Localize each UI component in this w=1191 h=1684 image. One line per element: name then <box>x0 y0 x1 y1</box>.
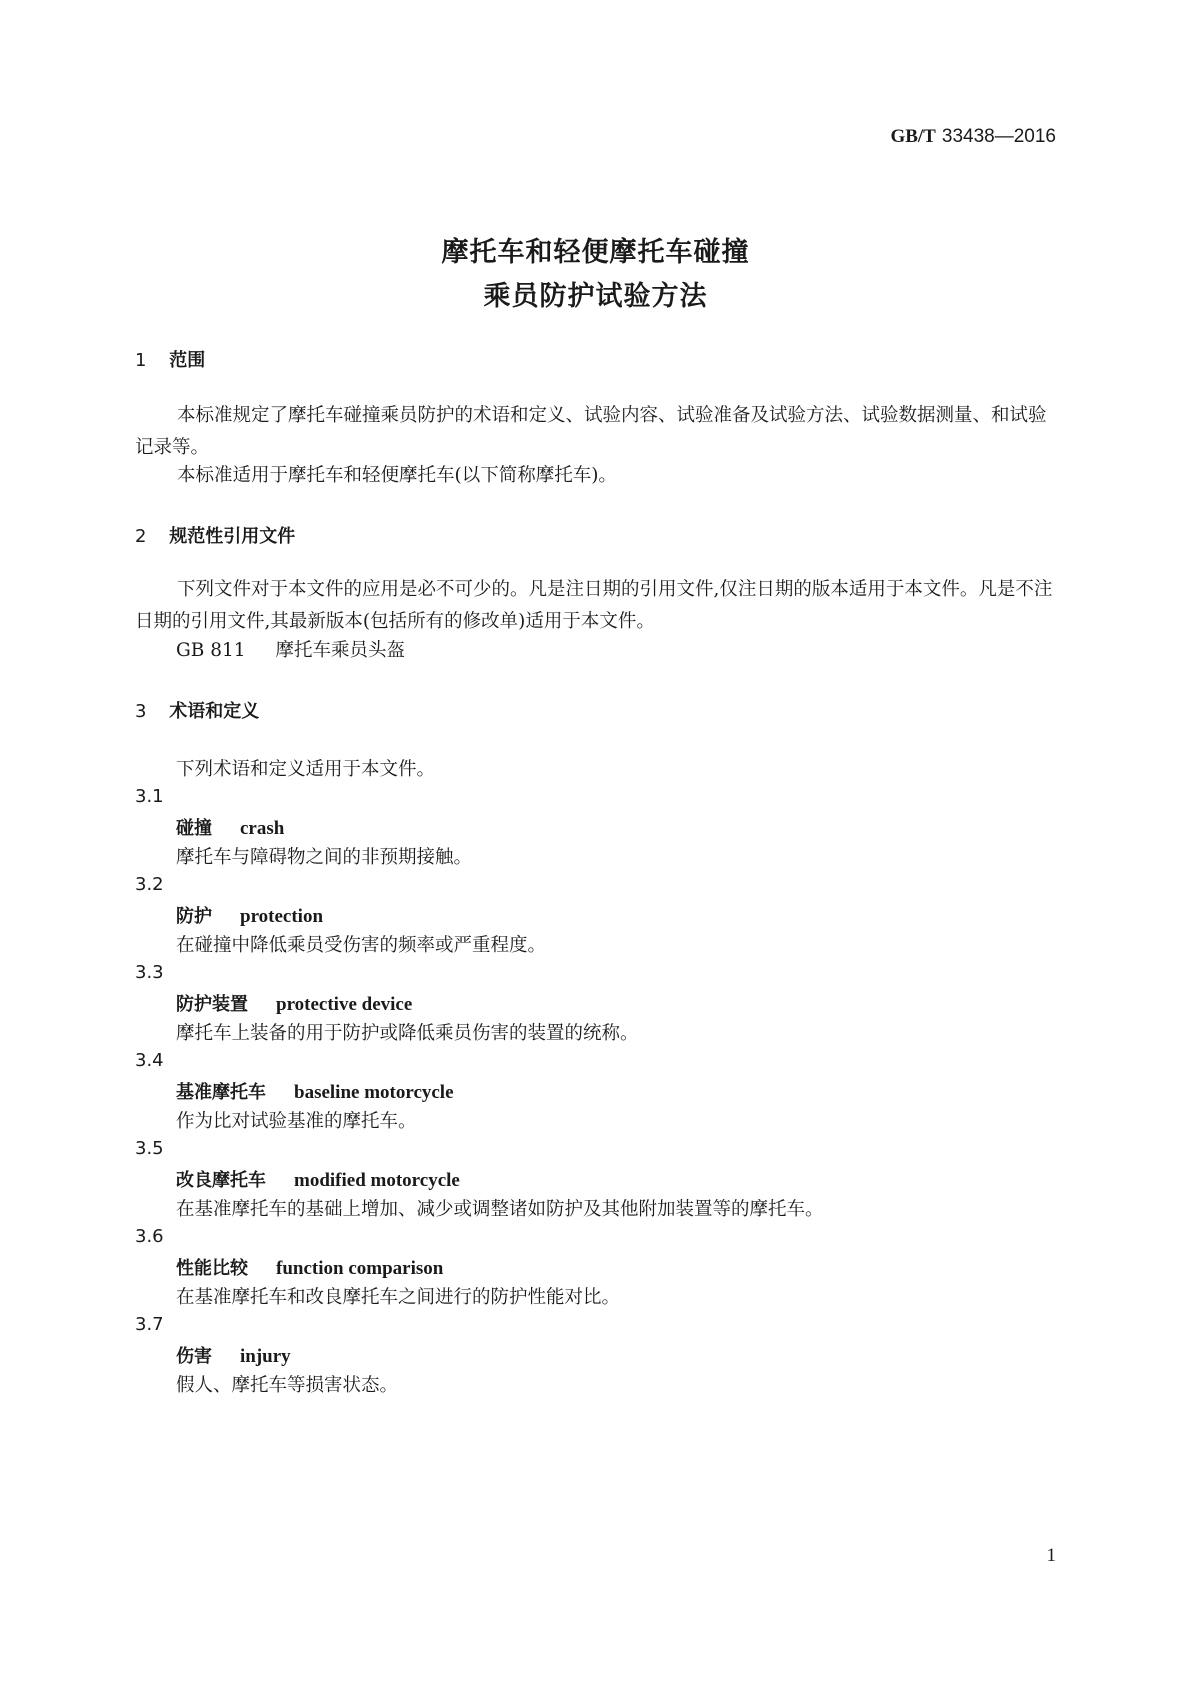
term-definition: 作为比对试验基准的摩托车。 <box>176 1111 417 1132</box>
section-number: 1 <box>135 350 147 371</box>
term-zh: 碰撞 <box>176 818 212 839</box>
term-en: injury <box>240 1346 291 1367</box>
term-zh: 防护装置 <box>176 994 248 1015</box>
term-number: 3.1 <box>135 786 164 807</box>
standard-code-number: 33438—2016 <box>941 126 1056 147</box>
term-number: 3.6 <box>135 1226 164 1247</box>
term-en: function comparison <box>276 1258 444 1279</box>
term-number: 3.2 <box>135 874 164 895</box>
section-heading-normative-references <box>135 522 295 548</box>
page-number: 1 <box>1046 1545 1056 1566</box>
reference-title: 摩托车乘员头盔 <box>275 640 405 661</box>
references-paragraph: 下列文件对于本文件的应用是必不可少的。凡是注日期的引用文件,仅注日期的版本适用于本文件。凡是不注日期的引用文件,其最新版本(包括所有的修改单)适用于本文件。 <box>135 579 1053 632</box>
term-en: crash <box>240 818 285 839</box>
term-name <box>176 990 412 1016</box>
term-number: 3.7 <box>135 1314 164 1335</box>
term-zh: 防护 <box>176 906 212 927</box>
section-number: 3 <box>135 701 147 722</box>
term-en: modified motorcycle <box>294 1170 460 1191</box>
term-name <box>176 902 323 928</box>
term-definition: 在碰撞中降低乘员受伤害的频率或严重程度。 <box>176 935 547 956</box>
term-definition: 摩托车与障碍物之间的非预期接触。 <box>176 847 473 868</box>
section-title: 范围 <box>169 350 206 371</box>
term-definition: 假人、摩托车等损害状态。 <box>176 1375 399 1396</box>
document-title-line2: 乘员防护试验方法 <box>483 281 708 312</box>
section-title: 术语和定义 <box>169 701 260 722</box>
standard-code-prefix: GB/T <box>890 126 936 147</box>
term-zh: 改良摩托车 <box>176 1170 266 1191</box>
terms-intro: 下列术语和定义适用于本文件。 <box>176 759 436 780</box>
section-title: 规范性引用文件 <box>169 526 296 547</box>
term-zh: 性能比较 <box>176 1258 248 1279</box>
term-number: 3.5 <box>135 1138 164 1159</box>
term-en: protective device <box>276 994 413 1015</box>
term-name <box>176 1254 443 1280</box>
term-definition: 在基准摩托车和改良摩托车之间进行的防护性能对比。 <box>176 1287 621 1308</box>
section-heading-terms <box>135 697 259 723</box>
term-number: 3.4 <box>135 1050 164 1071</box>
document-title-line1: 摩托车和轻便摩托车碰撞 <box>441 237 750 268</box>
reference-entry <box>176 636 405 662</box>
term-name <box>176 1166 460 1192</box>
term-definition: 在基准摩托车的基础上增加、减少或调整诸如防护及其他附加装置等的摩托车。 <box>176 1199 824 1220</box>
section-number: 2 <box>135 526 147 547</box>
term-name <box>176 1078 454 1104</box>
term-en: baseline motorcycle <box>294 1082 454 1103</box>
term-en: protection <box>240 906 324 927</box>
term-zh: 伤害 <box>176 1346 212 1367</box>
term-name <box>176 814 284 840</box>
scope-paragraph-2: 本标准适用于摩托车和轻便摩托车(以下简称摩托车)。 <box>177 465 617 486</box>
term-name <box>176 1342 291 1368</box>
section-heading-scope <box>135 346 205 372</box>
term-definition: 摩托车上装备的用于防护或降低乘员伤害的装置的统称。 <box>176 1023 639 1044</box>
scope-paragraph-1: 本标准规定了摩托车碰撞乘员防护的术语和定义、试验内容、试验准备及试验方法、试验数据测量、和试验记录等。 <box>135 405 1047 458</box>
standard-code <box>890 125 1056 148</box>
term-zh: 基准摩托车 <box>176 1082 266 1103</box>
reference-code: GB 811 <box>176 640 246 661</box>
term-number: 3.3 <box>135 962 164 983</box>
